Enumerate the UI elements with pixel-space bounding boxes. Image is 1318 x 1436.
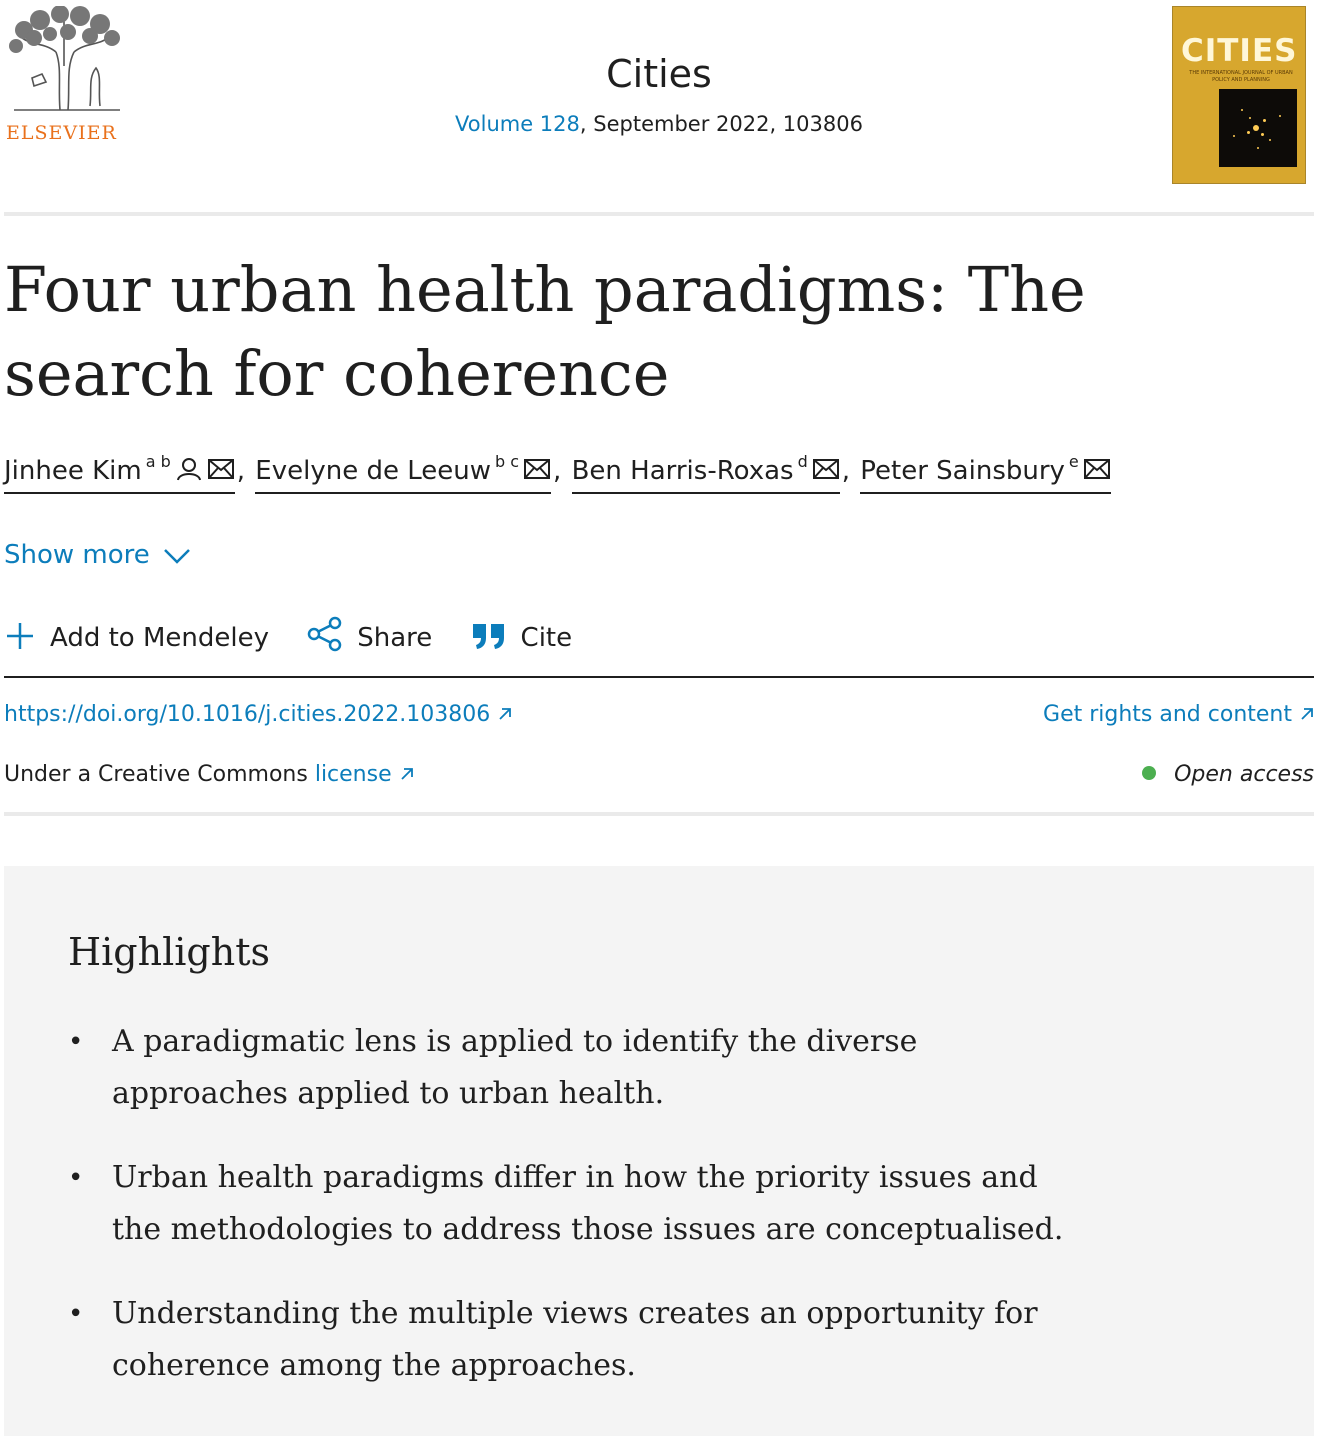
author-separator: , [236, 456, 246, 486]
author-affiliation: d [797, 452, 808, 471]
rights-link[interactable] [1043, 702, 1314, 727]
share-icon [307, 616, 343, 652]
article-header [4, 0, 1314, 216]
highlights-title: Highlights [68, 930, 270, 974]
journal-info [4, 52, 1314, 136]
doi-link[interactable] [4, 702, 512, 727]
rights-text: Get rights and content [1043, 702, 1292, 727]
author-link[interactable] [255, 452, 551, 494]
license-prefix: Under a Creative Commons [4, 762, 315, 787]
highlights-list [68, 1016, 1068, 1424]
cite-label: Cite [520, 623, 573, 653]
doi-text: https://doi.org/10.1016/j.cities.2022.103806 [4, 702, 491, 727]
highlight-item: • A paradigmatic lens is applied to identify the diverse approaches applied to urban health. [68, 1016, 1068, 1120]
quote-icon [471, 620, 507, 652]
mail-icon [207, 457, 235, 481]
open-access-badge [1142, 762, 1314, 787]
show-more-label: Show more [4, 540, 150, 570]
journal-issue [4, 112, 1314, 136]
external-link-icon [400, 767, 414, 781]
open-access-dot-icon [1142, 766, 1156, 780]
highlight-item: • Urban health paradigms differ in how the priority issues and the methodologies to address those issues are conceptualised. [68, 1152, 1068, 1256]
highlights-section [4, 866, 1314, 1436]
author-link[interactable] [860, 452, 1110, 494]
mail-icon [1083, 457, 1111, 481]
author-name: Evelyne de Leeuw [255, 456, 491, 486]
license-link[interactable]: license [314, 762, 392, 787]
author-separator: , [553, 456, 562, 486]
author-link[interactable] [571, 452, 840, 494]
journal-title[interactable]: Cities [606, 52, 712, 96]
divider [4, 676, 1314, 678]
author-affiliation: a b [145, 452, 171, 471]
license-info [4, 762, 414, 787]
cover-subtitle: THE INTERNATIONAL JOURNAL OF URBAN POLICY AND PLANNING [1189, 70, 1293, 83]
mail-icon [812, 457, 840, 481]
open-access-label: Open access [1174, 762, 1314, 787]
author-separator: , [841, 456, 851, 486]
cover-image [1219, 89, 1297, 167]
mail-icon [523, 457, 551, 481]
author-affiliation: e [1068, 452, 1079, 471]
article-title: Four urban health paradigms: The search for coherence [4, 253, 1086, 410]
issue-details: , September 2022, 103806 [579, 112, 863, 136]
plus-icon [4, 620, 36, 652]
share-label: Share [357, 623, 433, 653]
highlight-item: • Understanding the multiple views creates an opportunity for coherence among the approaches. [68, 1288, 1068, 1392]
cover-brand: CITIES [1181, 33, 1298, 69]
author-link[interactable] [4, 452, 235, 494]
author-affiliation: b c [495, 452, 520, 471]
person-icon [175, 457, 203, 481]
mendeley-label: Add to Mendeley [50, 623, 269, 653]
show-more-button[interactable] [4, 540, 192, 570]
external-link-icon [498, 707, 512, 721]
chevron-down-icon [162, 546, 192, 566]
author-list [4, 452, 1111, 494]
author-name: Jinhee Kim [4, 456, 142, 486]
divider [4, 812, 1314, 816]
author-name: Peter Sainsbury [860, 456, 1065, 486]
share-button[interactable] [307, 616, 432, 653]
volume-link[interactable]: Volume 128 [455, 112, 580, 136]
author-name: Ben Harris-Roxas [571, 456, 794, 486]
cite-button[interactable] [471, 620, 573, 653]
article-actions [4, 616, 602, 660]
add-to-mendeley-button[interactable] [4, 620, 269, 653]
publisher-name: ELSEVIER [6, 122, 117, 144]
external-link-icon [1300, 707, 1314, 721]
journal-cover[interactable] [1172, 6, 1306, 184]
